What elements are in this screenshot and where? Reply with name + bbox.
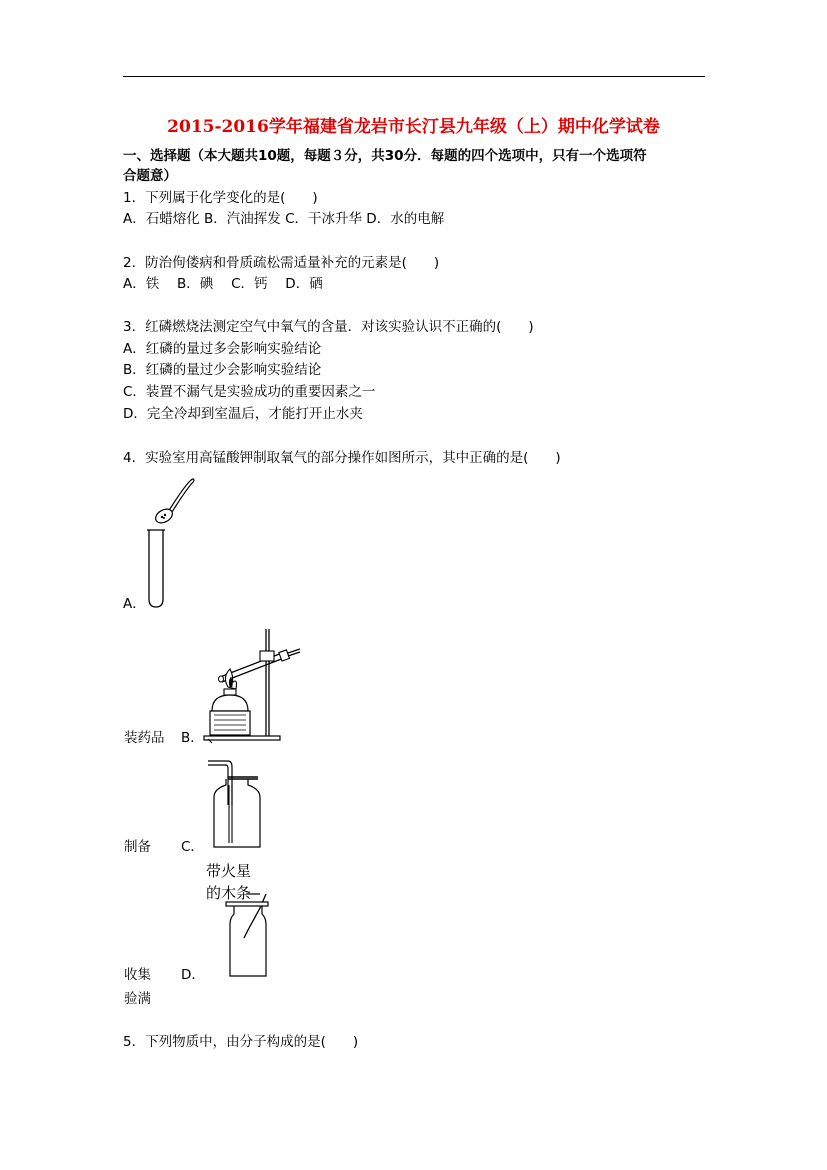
q4-caption-c: 收集 [124,967,151,983]
section-heading-line1: 一、选择题（本大题共10题，每题３分，共30分．每题的四个选项中，只有一个选项符 [123,148,647,164]
q4-option-a-label: A． [123,596,146,612]
q1-stem: 1．下列属于化学变化的是( ) [123,190,318,206]
exam-title: 2015-2016学年福建省龙岩市长汀县九年级（上）期中化学试卷 [167,117,660,137]
section-heading-line2: 合题意） [123,168,177,184]
q5-stem: 5．下列物质中，由分子构成的是( ) [123,1034,359,1050]
figure-c-collection-bottle [200,755,270,855]
figure-d-label-line1: 带火星 [206,862,252,880]
q4-caption-a: 装药品 [124,730,165,746]
q4-option-b-label: B． [181,730,204,746]
q1-options: A．石蜡熔化 B．汽油挥发 C．干冰升华 D．水的电解 [123,211,445,227]
figure-d-label-line2: 的木条 [206,884,252,902]
q4-caption-b: 制备 [124,839,151,855]
q3-option-c: C．装置不漏气是实验成功的重要因素之一 [123,384,376,400]
q3-option-d: D．完全冷却到室温后，才能打开止水夹 [123,406,363,422]
q4-caption-d: 验满 [124,991,151,1007]
q3-option-b: B．红磷的量过少会影响实验结论 [123,362,322,378]
q4-option-c-label: C． [181,839,204,855]
figure-b-heating-apparatus [200,625,310,743]
q3-option-a: A．红磷的量过多会影响实验结论 [123,341,322,357]
header-rule [123,76,705,77]
q4-stem: 4．实验室用高锰酸钾制取氧气的部分操作如图所示，其中正确的是( ) [123,450,561,466]
q2-options: A．铁 B．碘 C．钙 D．硒 [123,276,323,292]
q3-stem: 3．红磷燃烧法测定空气中氧气的含量．对该实验认识不正确的( ) [123,319,534,335]
q2-stem: 2．防治佝偻病和骨质疏松需适量补充的元素是( ) [123,255,440,271]
q4-option-d-label: D． [181,967,205,983]
figure-d-splint-check [200,858,290,982]
figure-a-spoon-test-tube [140,475,210,615]
